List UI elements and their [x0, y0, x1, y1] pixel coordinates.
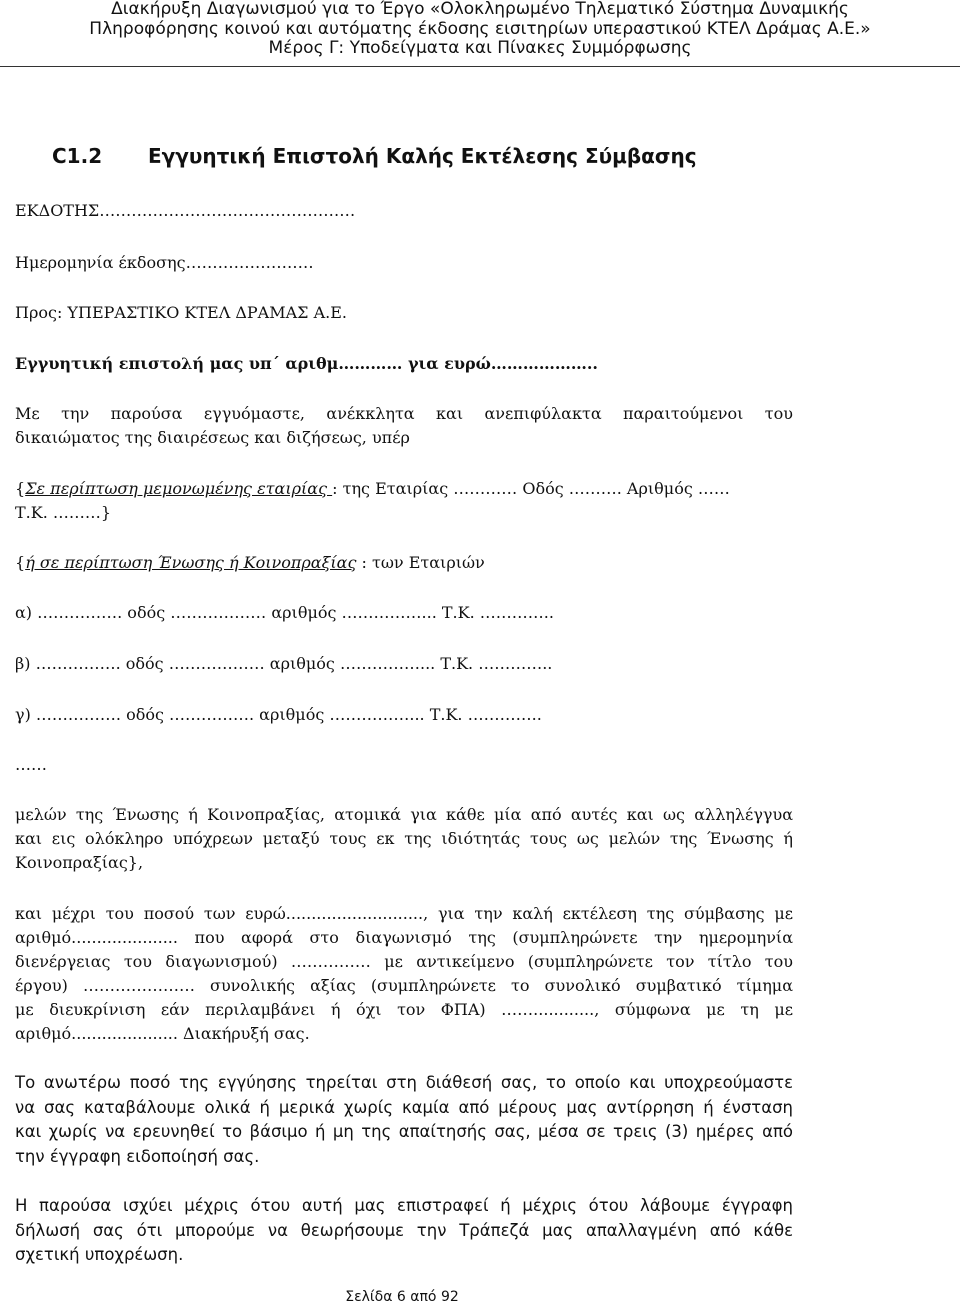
amount-line-4: έργου) ………………… συνολικής αξίας (συμπληρώνετε το συνολικό συμβατικό τίμημα	[15, 976, 793, 995]
intro-line-2: δικαιώματος της διαιρέσεως και διζήσεως, υπέρ	[15, 428, 410, 447]
amount-line-3: διενέργειας του διαγωνισμού) …………… με αντικείμενο (συμπληρώνετε τον τίτλο του	[15, 952, 793, 971]
issue-date-field: Ημερομηνία έκδοσης……………………	[15, 253, 314, 272]
union-clause	[15, 551, 793, 575]
single-company-postcode: Τ.Κ. ………}	[15, 503, 112, 522]
amount-line-5: με διευκρίνιση εάν περιλαμβάνει ή όχι τον ΦΠΑ) ……............, σύμφωνα με τη με	[15, 1000, 793, 1019]
single-company-label: Σε περίπτωση μεμονωμένης εταιρίας	[25, 479, 333, 498]
payment-line-4: την έγγραφη ειδοποίησή σας.	[15, 1146, 260, 1166]
amount-line-6: αριθμό..................... Διακήρυξή σας.	[15, 1024, 310, 1043]
single-company-clause	[15, 477, 793, 501]
page-number: Σελίδα 6 από 92	[345, 1289, 459, 1305]
member-b: β) ……………. οδός ……………… αριθμός ……………... Τ.Κ. …………..	[15, 654, 553, 673]
validity-line-1: Η παρούσα ισχύει μέχρις ότου αυτή μας επιστραφεί ή μέχρις ότου λάβουμε έγγραφη	[15, 1196, 793, 1215]
validity-paragraph	[15, 1194, 793, 1268]
joint-line-2: και εις ολόκληρο υπόχρεων μεταξύ τους εκ της ιδιότητάς τους ως μελών της Ένωσης ή	[15, 829, 793, 848]
intro-line-1: Με την παρούσα εγγυόμαστε, ανέκκλητα και ανεπιφύλακτα παραιτούμενοι του	[15, 404, 793, 423]
recipient-field: Προς: ΥΠΕΡΑΣΤΙΚΟ ΚΤΕΛ ΔΡΑΜΑΣ Α.Ε.	[15, 303, 347, 322]
member-a: α) ……………. οδός ……………… αριθμός ……………... Τ.Κ. …………..	[15, 603, 554, 622]
section-number: C1.2	[52, 144, 103, 168]
section-heading	[52, 144, 697, 168]
amount-line-2: αριθμό..................... που αφορά στο διαγωνισμό της (συμπληρώνετε την ημερομηνία	[15, 928, 793, 947]
union-label: ή σε περίπτωση Ένωσης ή Κοινοπραξίας	[25, 553, 357, 572]
joint-liability-paragraph	[15, 803, 793, 875]
joint-line-1: μελών της Ένωσης ή Κοινοπραξίας, ατομικά για κάθε μία από αυτές και ως αλληλέγγυα	[15, 805, 793, 824]
page-header	[0, 0, 960, 68]
intro-paragraph	[15, 402, 793, 450]
payment-line-1: Το ανωτέρω ποσό της εγγύησης τηρείται στη διάθεσή σας, το οποίο και υποχρεούμαστε	[15, 1073, 793, 1092]
header-line-1: Διακήρυξη Διαγωνισμού για το Έργο «Ολοκληρωμένο Τηλεματικό Σύστημα Δυναμικής	[111, 0, 849, 19]
member-more: ……	[15, 755, 47, 774]
amount-line-1: και μέχρι του ποσού των ευρώ..........................., για την καλή εκτέλεση της σύμβασης με	[15, 904, 793, 923]
header-line-2: Πληροφόρησης κοινού και αυτόματης έκδοσης εισιτηρίων υπεραστικού ΚΤΕΛ Δράμας Α.Ε.»	[89, 18, 871, 39]
header-divider	[0, 66, 960, 67]
payment-line-3: και χωρίς να ερευνηθεί το βάσιμο ή μη της απαίτησής σας, μέσα σε τρεις (3) ημέρες από	[15, 1122, 793, 1141]
joint-line-3: Κοινοπραξίας},	[15, 853, 144, 872]
header-line-3: Μέρος Γ: Υποδείγματα και Πίνακες Συμμόρφωσης	[268, 38, 692, 58]
validity-line-2: δήλωσή σας ότι μπορούμε να θεωρήσουμε την Τράπεζά μας απαλλαγμένη από κάθε	[15, 1220, 793, 1240]
validity-line-3: σχετική υποχρέωση.	[15, 1245, 184, 1264]
brace-open: {	[15, 479, 26, 498]
payment-line-2: να σας καταβάλουμε ολικά ή μερικά χωρίς καμία από μέρους μας αντίρρηση ή ένσταση	[15, 1097, 793, 1117]
amount-paragraph	[15, 902, 793, 1046]
guarantee-reference: Εγγυητική επιστολή μας υπ΄ αριθμ………… για ευρώ………………..	[15, 354, 598, 373]
payment-paragraph	[15, 1071, 793, 1169]
union-details: : των Εταιριών	[356, 553, 485, 572]
brace-open: {	[15, 553, 26, 572]
member-c: γ) ……………. οδός ……………. αριθμός ……………... Τ.Κ. …………..	[15, 705, 542, 724]
issuer-field: ΕΚΔΟΤΗΣ…………………………………………	[15, 201, 356, 220]
section-title: Εγγυητική Επιστολή Καλής Εκτέλεσης Σύμβασης	[148, 144, 697, 168]
single-company-details: : της Εταιρίας ………… Οδός ………. Αριθμός ……	[332, 479, 730, 498]
